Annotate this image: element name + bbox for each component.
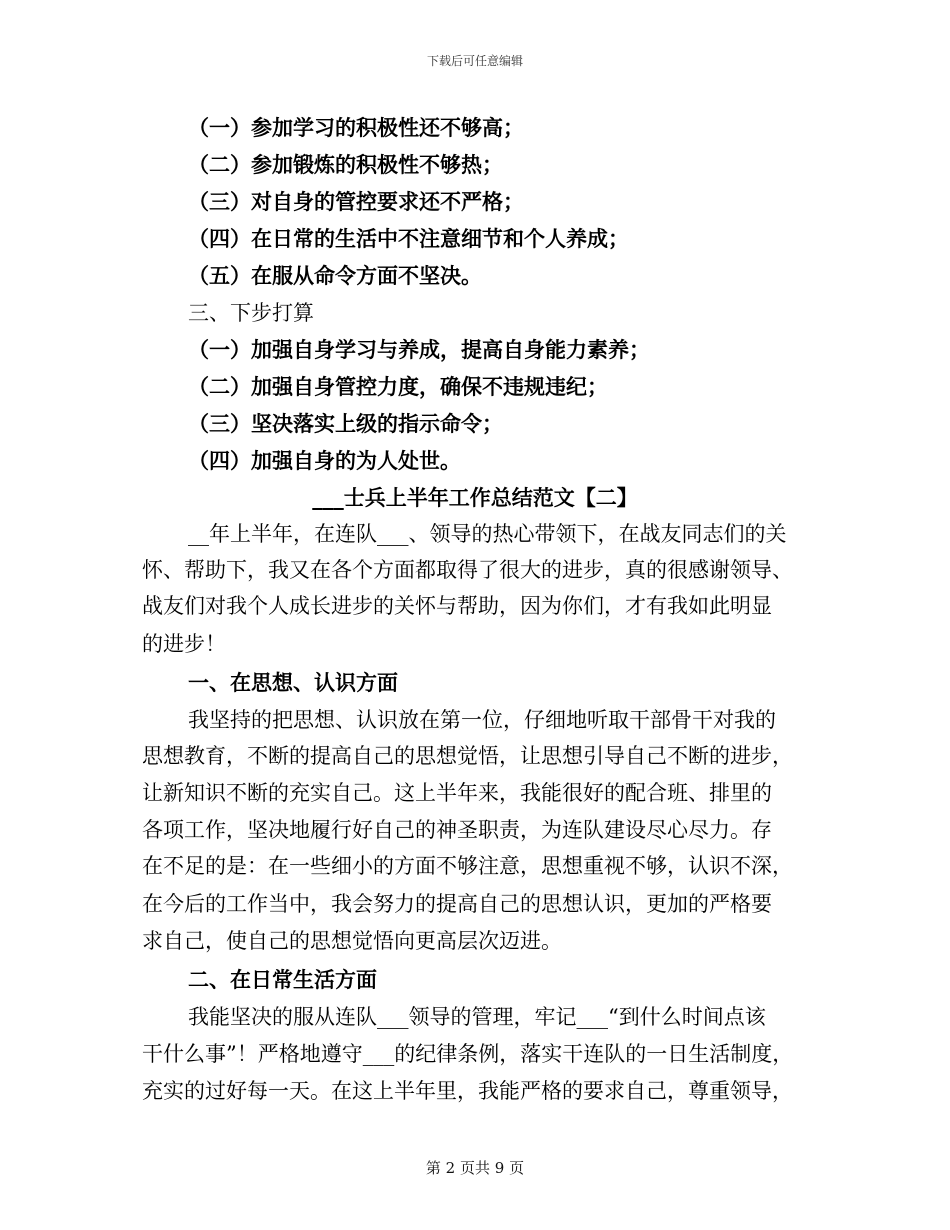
- list-item: （三）对自身的管控要求还不严格；: [188, 189, 524, 214]
- section-heading: 二、在日常生活方面: [188, 967, 377, 992]
- page-footer: 第 2 页共 9 页: [425, 1159, 525, 1177]
- paragraph-line: 各项工作，坚决地履行好自己的神圣职责，为连队建设尽心尽力。存: [142, 818, 772, 842]
- paragraph-line: 在不足的是：在一些细小的方面不够注意，思想重视不够，认识不深，: [142, 854, 793, 878]
- paragraph-line: 战友们对我个人成长进步的关怀与帮助，因为你们，才有我如此明显: [142, 594, 772, 618]
- paragraph-line: 思想教育，不断的提高自己的思想觉悟，让思想引导自己不断的进步，: [142, 744, 793, 768]
- list-item: （三）坚决落实上级的指示命令；: [188, 411, 503, 436]
- list-item: （四）加强自身的为人处世。: [188, 448, 461, 473]
- paragraph-line: 充实的过好每一天。在这上半年里，我能严格的要求自己，尊重领导，: [142, 1079, 793, 1103]
- list-item: （四）在日常的生活中不注意细节和个人养成；: [188, 226, 629, 251]
- list-item: （二）参加锻炼的积极性不够热；: [188, 152, 503, 177]
- list-item: （一）参加学习的积极性还不够高；: [188, 115, 524, 140]
- list-item: （二）加强自身管控力度，确保不违规违纪；: [188, 374, 608, 399]
- list-item: （五）在服从命令方面不坚决。: [188, 263, 482, 288]
- page-header: 下载后可任意编辑: [426, 54, 523, 68]
- paragraph-line: 让新知识不断的充实自己。这上半年来，我能很好的配合班、排里的: [142, 781, 772, 805]
- paragraph-line: 在今后的工作当中，我会努力的提高自己的思想认识，更加的严格要: [142, 892, 772, 916]
- paragraph-line: __年上半年，在连队___、领导的热心带领下，在战友同志们的关: [188, 522, 787, 546]
- list-item: （一）加强自身学习与养成，提高自身能力素养；: [188, 337, 650, 362]
- paragraph-line: 我能坚决的服从连队___领导的管理，牢记___“到什么时间点该: [188, 1005, 766, 1029]
- section-heading: 一、在思想、认识方面: [188, 670, 398, 695]
- paragraph-line: 求自己，使自己的思想觉悟向更高层次迈进。: [142, 929, 562, 953]
- paragraph-line: 怀、帮助下，我又在各个方面都取得了很大的进步，真的很感谢领导、: [142, 558, 793, 582]
- paragraph-line: 干什么事”！严格地遵守___的纪律条例，落实干连队的一日生活制度，: [142, 1042, 794, 1066]
- section-heading: 三、下步打算: [188, 301, 314, 325]
- document-title: ___士兵上半年工作总结范文【二】: [312, 485, 638, 510]
- paragraph-line: 我坚持的把思想、认识放在第一位，仔细地听取干部骨干对我的: [188, 708, 776, 732]
- paragraph-line: 的进步！: [142, 632, 226, 656]
